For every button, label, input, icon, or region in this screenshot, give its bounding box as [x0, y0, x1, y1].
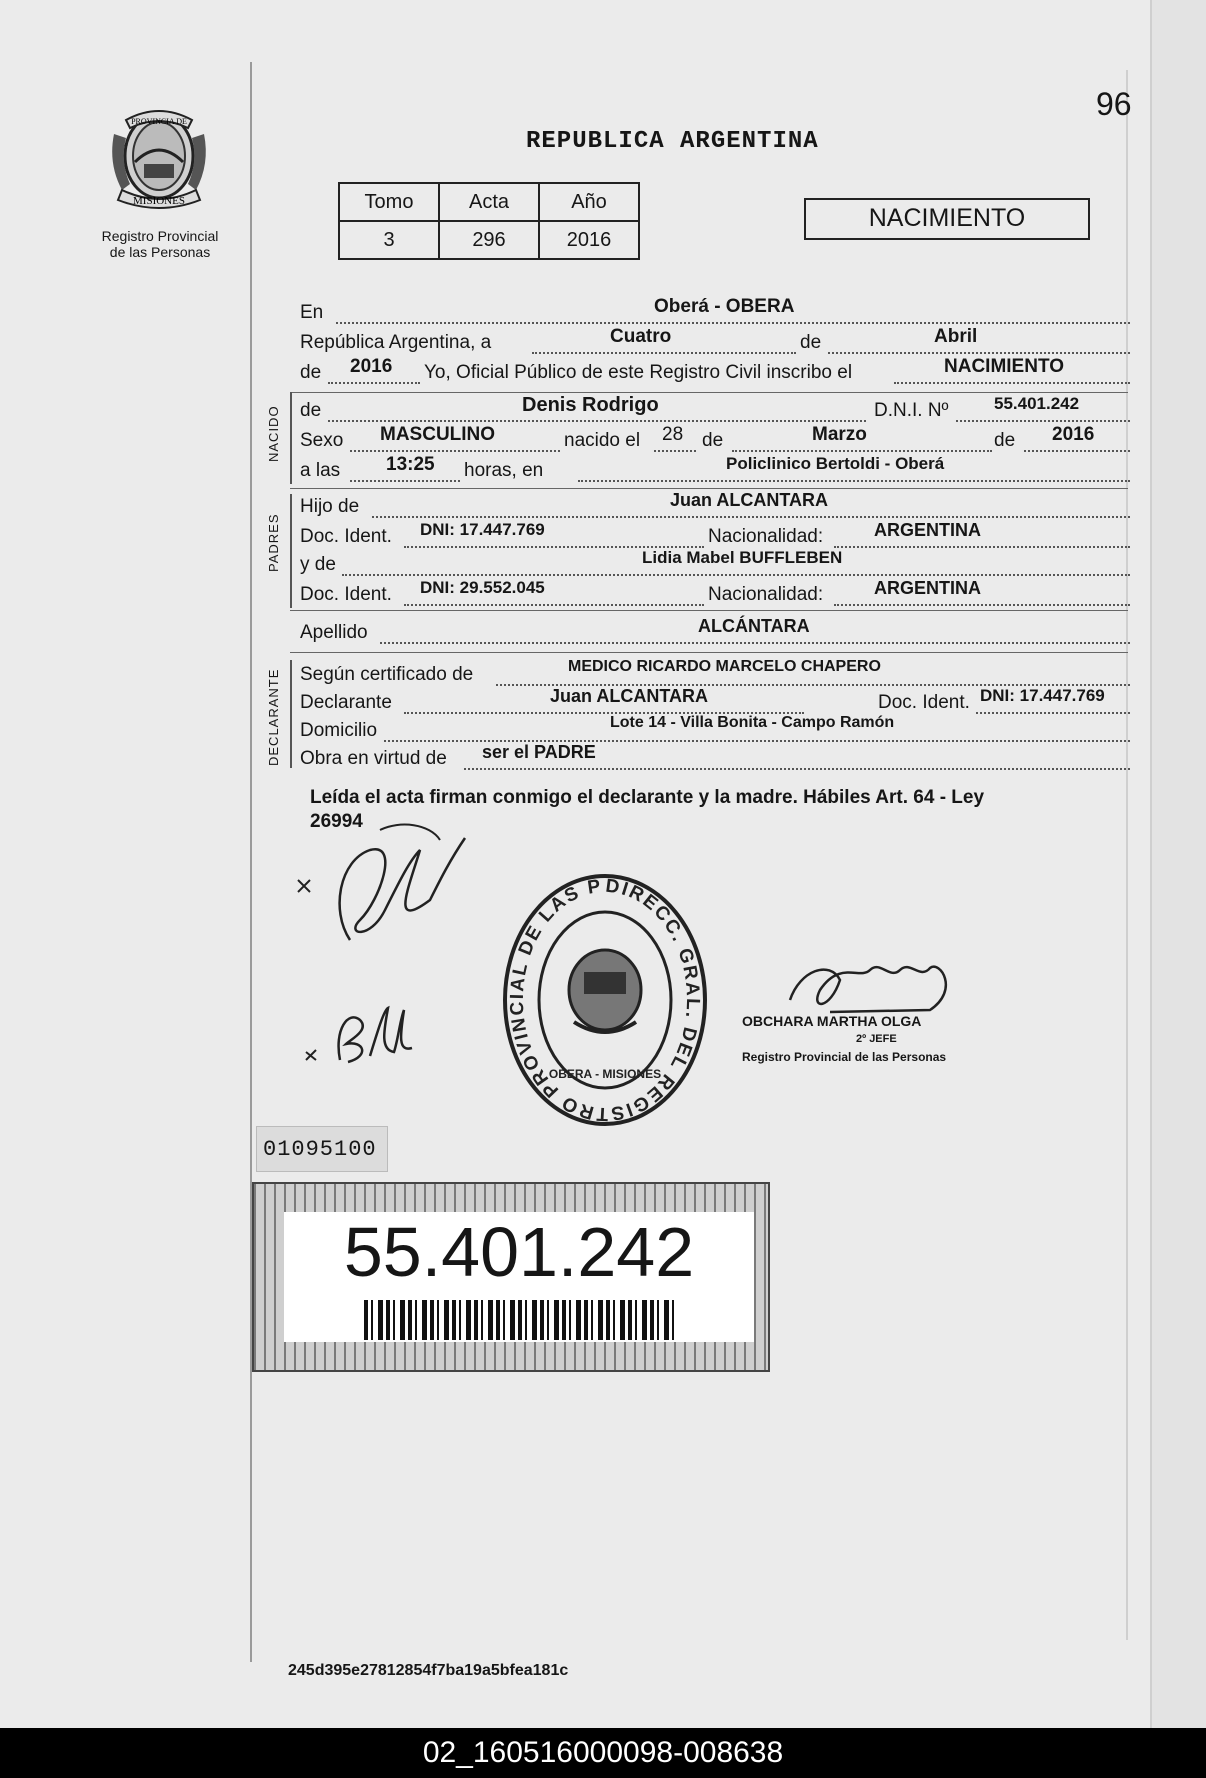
dni-label-inner: [284, 1212, 754, 1342]
section-bracket-declarante: [290, 660, 292, 768]
row-hora: [300, 454, 1130, 486]
day-value: Cuatro: [610, 326, 672, 347]
row-republica: [300, 326, 1130, 358]
mother-nationality-value: ARGENTINA: [874, 578, 981, 598]
doc-label: Doc. Ident.: [300, 526, 392, 547]
de2-label: de: [300, 362, 322, 383]
dotted-line: [732, 450, 992, 452]
side-label-nacido: NACIDO: [266, 405, 281, 462]
a-las-label: a las: [300, 460, 341, 481]
declarante-label: Declarante: [300, 692, 392, 713]
dotted-line: [350, 450, 560, 452]
declarante-value: Juan ALCANTARA: [550, 686, 708, 706]
act-value: NACIMIENTO: [944, 356, 1064, 377]
declarante-doc-label: Doc. Ident.: [878, 692, 970, 713]
mother-doc-value: DNI: 29.552.045: [420, 578, 545, 597]
de4-label: de: [994, 430, 1016, 451]
table-value-tomo: 3: [339, 221, 439, 259]
table-value-acta: 296: [439, 221, 539, 259]
birth-year-value: 2016: [1052, 424, 1095, 445]
row-mother-doc: [300, 578, 1130, 610]
logo-top-text: PROVINCIA DE: [131, 117, 187, 126]
official-stamp-office: Registro Provincial de las Personas: [742, 1050, 947, 1064]
dotted-line: [372, 516, 1130, 518]
section-bracket-nacido: [290, 392, 292, 484]
seal-inner-text: OBERA - MISIONES: [548, 1067, 662, 1081]
dotted-line: [654, 450, 696, 452]
obra-label: Obra en virtud de: [300, 748, 447, 769]
doc2-label: Doc. Ident.: [300, 584, 392, 605]
birth-day-value: 28: [662, 424, 684, 445]
dotted-line: [956, 420, 1130, 422]
father-name-value: Juan ALCANTARA: [670, 490, 828, 510]
logo-caption: [90, 228, 230, 260]
mother-signature: [300, 1000, 430, 1070]
nacionalidad-label: Nacionalidad:: [708, 526, 824, 547]
birth-place-value: Policlinico Bertoldi - Oberá: [726, 454, 945, 473]
dotted-line: [976, 712, 1130, 714]
dni-label-number: 55.401.242: [343, 1213, 695, 1291]
inscribo-text: Yo, Oficial Público de este Registro Civil inscribo el: [424, 362, 853, 383]
official-stamp: [742, 1012, 982, 1066]
certificado-label: Según certificado de: [300, 664, 474, 685]
dotted-line: [342, 574, 1130, 576]
dni-value: 55.401.242: [994, 394, 1080, 413]
de-label: de: [800, 332, 822, 353]
province-coat-of-arms: [104, 104, 214, 216]
month-value: Abril: [934, 326, 978, 347]
dotted-line: [578, 480, 1130, 482]
en-label: En: [300, 302, 324, 323]
serial-number: 01095100: [263, 1137, 377, 1162]
dotted-line: [828, 352, 1130, 354]
section-divider: [290, 488, 1128, 489]
apellido-label: Apellido: [300, 622, 368, 643]
table-value-anio: 2016: [539, 221, 639, 259]
hijo-label: Hijo de: [300, 496, 360, 517]
section-bracket-padres: [290, 494, 292, 608]
dotted-line: [328, 420, 866, 422]
document-hash: 245d395e27812854f7ba19a5bfea181c: [288, 1662, 569, 1679]
declarante-doc-value: DNI: 17.447.769: [980, 686, 1105, 705]
record-table: [338, 182, 640, 260]
logo-bottom-text: MISIONES: [133, 195, 185, 207]
dotted-line: [350, 480, 460, 482]
section-divider: [290, 392, 1128, 393]
closing-line-2: 26994: [310, 811, 363, 832]
name-label: de: [300, 400, 322, 421]
de3-label: de: [702, 430, 724, 451]
seal-emblem-icon: [569, 950, 641, 1032]
dotted-line: [834, 546, 1130, 548]
dni-label-sticker: [252, 1182, 770, 1372]
act-type-box: NACIMIENTO: [804, 198, 1090, 240]
mother-name-value: Lidia Mabel BUFFLEBEN: [642, 548, 843, 567]
republica-label: República Argentina, a: [300, 332, 492, 353]
en-value: Oberá - OBERA: [654, 296, 795, 317]
official-stamp-name: OBCHARA MARTHA OLGA: [742, 1013, 922, 1029]
certificado-value: MEDICO RICARDO MARCELO CHAPERO: [568, 658, 881, 675]
father-doc-value: DNI: 17.447.769: [420, 520, 545, 539]
side-label-padres: PADRES: [266, 513, 281, 572]
row-domicilio: [300, 714, 1130, 746]
side-label-declarante: DECLARANTE: [266, 668, 281, 766]
table-header-tomo: Tomo: [339, 183, 439, 221]
row-nombre: [300, 394, 1130, 426]
left-margin-line: [250, 62, 252, 1662]
domicilio-value: Lote 14 - Villa Bonita - Campo Ramón: [610, 714, 895, 731]
obra-value: ser el PADRE: [482, 742, 596, 762]
sheet-edge: [1150, 0, 1206, 1728]
sexo-label: Sexo: [300, 430, 344, 451]
table-header-acta: Acta: [439, 183, 539, 221]
official-stamp-title: 2º JEFE: [856, 1033, 897, 1045]
document-title: REPUBLICA ARGENTINA: [526, 128, 819, 155]
logo-caption-line-1: Registro Provincial: [101, 228, 219, 244]
table-header-anio: Año: [539, 183, 639, 221]
name-value: Denis Rodrigo: [522, 394, 659, 416]
dotted-line: [336, 322, 1130, 324]
serial-number-tag: [256, 1126, 388, 1172]
domicilio-label: Domicilio: [300, 720, 378, 741]
page-number: 96: [1096, 86, 1132, 122]
dotted-line: [894, 382, 1130, 384]
horas-label: horas, en: [464, 460, 544, 481]
dotted-line: [380, 642, 1130, 644]
row-obra: [300, 742, 1130, 774]
row-hijo: [300, 490, 1130, 522]
row-anio: [300, 356, 1130, 388]
closing-line-1: Leída el acta firman conmigo el declarante y la madre. Hábiles Art. 64 - Ley: [310, 787, 985, 808]
barcode: [364, 1300, 674, 1340]
dotted-line: [834, 604, 1130, 606]
section-divider: [290, 652, 1128, 653]
dotted-line: [1024, 450, 1130, 452]
birth-time-value: 13:25: [386, 454, 435, 475]
row-en: [300, 296, 1130, 328]
row-sexo: [300, 424, 1130, 456]
dni-label: D.N.I. Nº: [874, 400, 949, 421]
y-de-label: y de: [300, 554, 336, 575]
sexo-value: MASCULINO: [380, 424, 496, 445]
father-nationality-value: ARGENTINA: [874, 520, 981, 540]
dotted-line: [464, 768, 1130, 770]
nacionalidad2-label: Nacionalidad:: [708, 584, 824, 605]
footer-id-bar: 02_160516000098-008638: [0, 1728, 1206, 1778]
birth-month-value: Marzo: [812, 424, 867, 445]
official-signature: [770, 950, 970, 1020]
year-value: 2016: [350, 356, 393, 377]
registry-seal: [500, 872, 710, 1132]
dotted-line: [404, 604, 704, 606]
row-apellido: [300, 616, 1130, 648]
logo-caption-line-2: de las Personas: [109, 244, 211, 260]
nacido-el-label: nacido el: [564, 430, 641, 451]
dotted-line: [328, 382, 420, 384]
row-madre: [300, 548, 1130, 580]
dotted-line: [532, 352, 796, 354]
apellido-value: ALCÁNTARA: [698, 616, 810, 636]
declarant-signature: [290, 820, 470, 950]
seal-ring-text: DIRECC. GRAL. DEL REGISTRO PROVINCIAL DE LAS P: [506, 875, 704, 1125]
section-divider: [290, 610, 1128, 611]
